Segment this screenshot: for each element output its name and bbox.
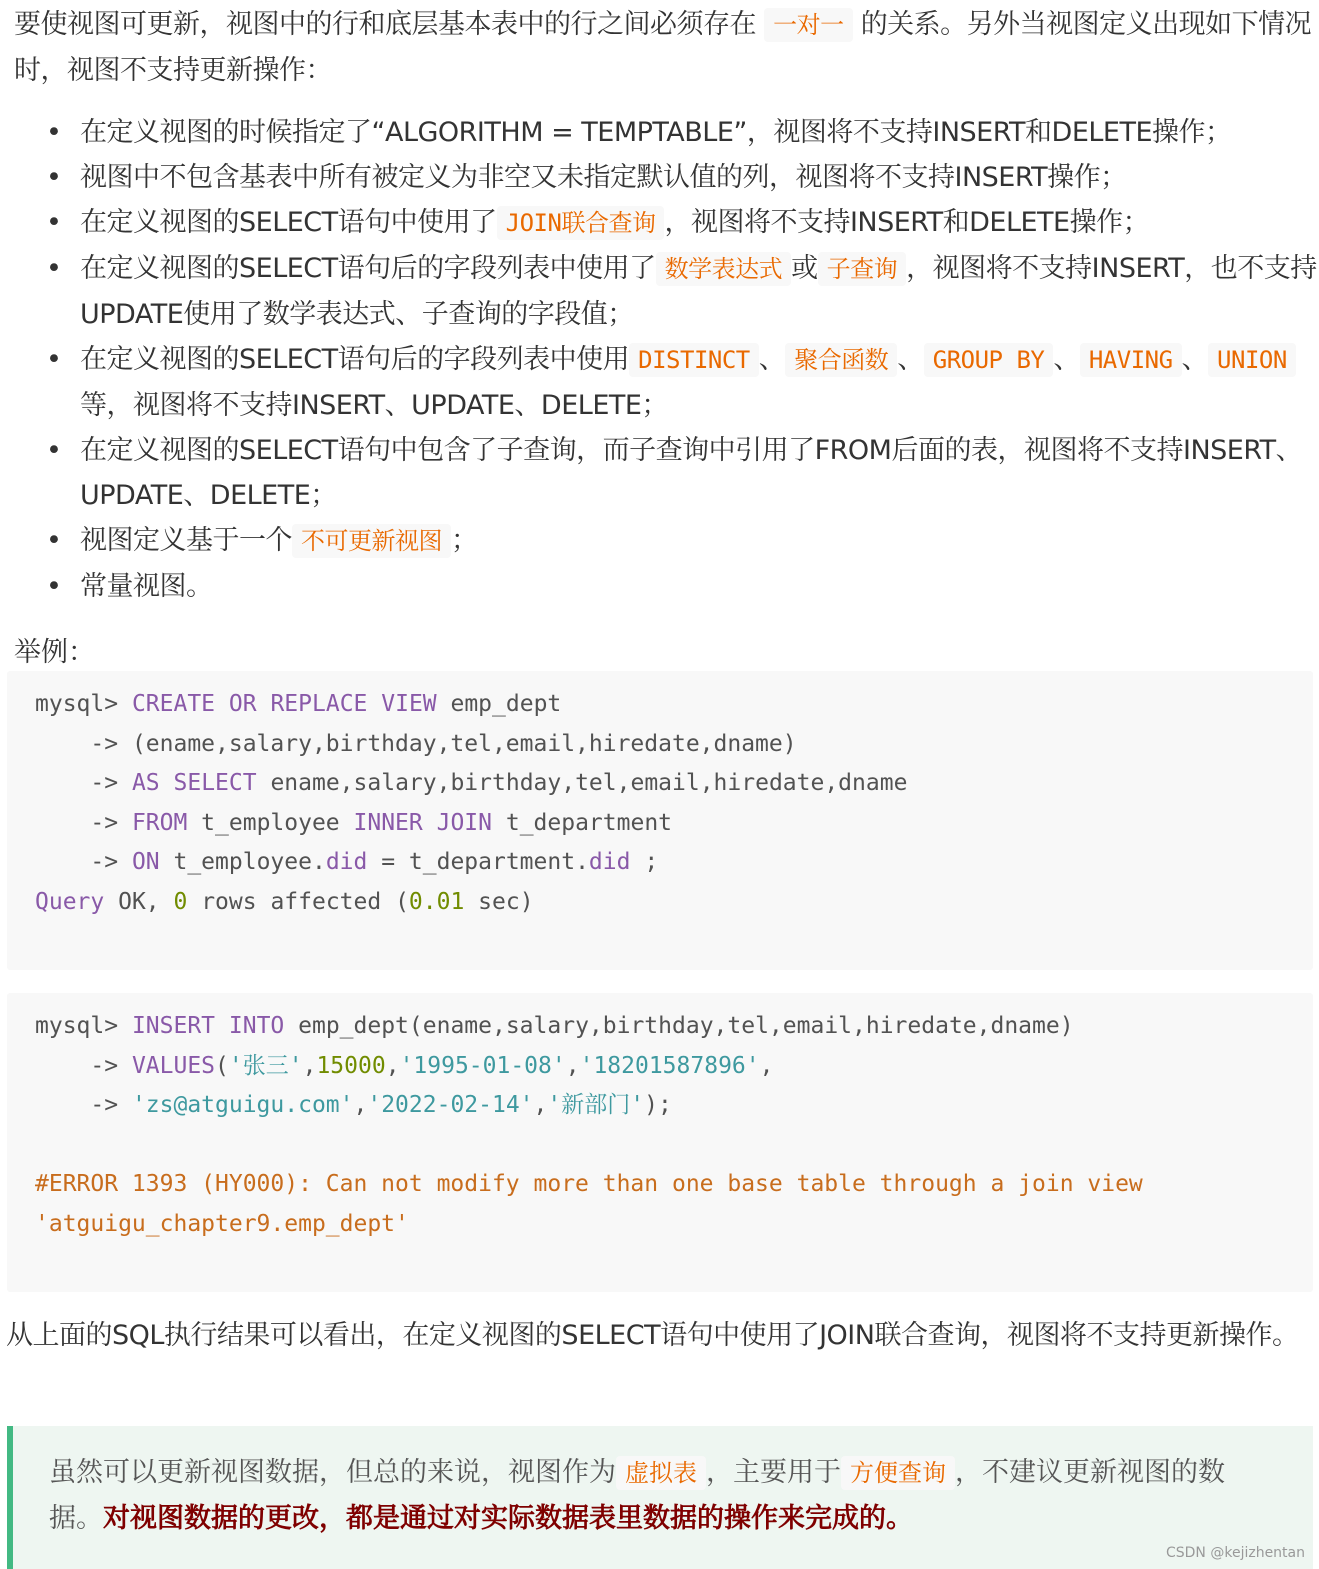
inline-code: 不可更新视图: [292, 524, 451, 558]
code-keyword: OR: [228, 691, 257, 717]
code-text: (ename,salary,birthday,tel,email,hiredate,dname): [131, 730, 797, 757]
code-keyword: INNER: [353, 809, 423, 836]
intro-paragraph: [14, 2, 1314, 93]
list-item: [46, 518, 1319, 564]
code-text: ;: [630, 849, 659, 876]
code-text: rows affected (: [187, 888, 409, 915]
code-line: [35, 804, 1285, 844]
list-item: [46, 155, 1319, 200]
rule-text: 在定义视图的SELECT语句后的字段列表中使用: [80, 344, 630, 375]
intro-text-1: 要使视图可更新，视图中的行和底层基本表中的行之间必须存在: [14, 9, 756, 40]
code-line-blank: [35, 1126, 1285, 1166]
rule-text: 视图定义基于一个: [80, 525, 292, 556]
code-arrow: ->: [35, 849, 132, 876]
code-line: [35, 843, 1285, 883]
code-text: t_employee.: [159, 849, 326, 876]
bullet-icon: •: [46, 117, 62, 148]
code-string: '新部门': [547, 1092, 645, 1119]
list-item: [46, 200, 1319, 246]
code-keyword: VALUES: [131, 1052, 216, 1079]
code-arrow: ->: [35, 809, 132, 836]
code-line-error: 'atguigu_chapter9.emp_dept': [35, 1210, 409, 1237]
code-punct: );: [644, 1092, 672, 1119]
inline-code: DISTINCT: [629, 343, 759, 377]
inline-code: 方便查询: [841, 1456, 955, 1490]
rule-text: ；: [451, 525, 478, 556]
watermark: CSDN @kejizhentan: [1165, 1545, 1305, 1561]
code-string: '2022-02-14': [367, 1092, 534, 1119]
code-keyword: FROM: [131, 809, 188, 836]
inline-code: JOIN联合查询: [497, 206, 665, 240]
code-line-error: #ERROR 1393 (HY000): Can not modify more than one base table through a join view: [35, 1171, 1143, 1198]
code-text: ename,salary,birthday,tel,email,hiredate,dname: [256, 770, 908, 797]
code-punct: ,: [565, 1052, 580, 1079]
code-text: t_department: [492, 809, 673, 836]
code-line: [35, 1086, 1285, 1126]
code-text: sec): [464, 888, 534, 915]
tip-text: ，主要用于: [706, 1457, 841, 1488]
code-line: [35, 1047, 1285, 1087]
rule-text: ，视图将不支持INSERT和DELETE操作；: [664, 207, 1150, 238]
separator: 、: [758, 344, 786, 375]
code-line: [35, 1007, 1285, 1047]
example-label: 举例：: [14, 637, 95, 668]
code-keyword: CREATE: [131, 691, 216, 717]
bullet-icon: •: [46, 253, 62, 284]
code-keyword: Query: [35, 888, 105, 915]
bullet-icon: •: [46, 571, 62, 602]
code-keyword: INSERT: [131, 1013, 216, 1039]
inline-code: 虚拟表: [616, 1456, 706, 1490]
code-prompt: mysql>: [35, 691, 132, 717]
code-arrow: ->: [35, 770, 132, 797]
code-number: 0: [173, 888, 188, 915]
code-punct: (: [215, 1052, 229, 1079]
code-line: [35, 685, 1285, 725]
code-punct: ,: [533, 1092, 548, 1119]
code-keyword: AS: [131, 770, 160, 797]
code-text: = t_department.: [367, 849, 589, 876]
separator: 、: [1181, 344, 1209, 375]
inline-code: 聚合函数: [785, 343, 897, 377]
list-item: [46, 110, 1319, 155]
code-keyword: did: [588, 849, 631, 876]
code-keyword: ON: [131, 849, 160, 876]
code-text: emp_dept: [436, 691, 562, 717]
code-string: '张三': [228, 1052, 303, 1079]
code-number: 15000: [316, 1052, 386, 1079]
code-text: t_employee: [187, 809, 354, 836]
tip-text: 虽然可以更新视图数据，但总的来说，视图作为: [49, 1457, 616, 1488]
code-number: 0.01: [408, 888, 465, 915]
code-keyword: INTO: [228, 1013, 285, 1039]
code-line: [35, 725, 1285, 765]
bullet-icon: •: [46, 162, 62, 193]
code-text: emp_dept(ename,salary,birthday,tel,email,hiredate,dname): [284, 1013, 1074, 1039]
list-item: [46, 337, 1319, 428]
code-keyword: JOIN: [436, 809, 492, 836]
conclusion-paragraph: 从上面的SQL执行结果可以看出，在定义视图的SELECT语句中使用了JOIN联合查询，视图将不支持更新操作。: [6, 1320, 1299, 1351]
rule-text: 常量视图。: [80, 571, 213, 602]
rule-text: 或: [791, 253, 818, 284]
inline-code: GROUP BY: [924, 343, 1054, 377]
code-block-create-view[interactable]: [7, 671, 1313, 970]
code-string: '1995-01-08': [399, 1052, 566, 1079]
inline-code-one-to-one: 一对一: [764, 8, 853, 42]
code-punct: ,: [759, 1052, 774, 1079]
rule-text: 视图中不包含基表中所有被定义为非空又未指定默认值的列，视图将不支持INSERT操作；: [80, 162, 1127, 193]
inline-code: 子查询: [818, 252, 907, 286]
list-item: [46, 564, 1319, 609]
list-item: [46, 246, 1319, 337]
code-prompt: mysql>: [35, 1013, 132, 1039]
rule-text: 在定义视图的SELECT语句中包含了子查询，而子查询中引用了FROM后面的表，视图将不支持INSERT、UPDATE、DELETE；: [80, 435, 1303, 511]
rule-text: 在定义视图的SELECT语句后的字段列表中使用了: [80, 253, 656, 284]
code-keyword: VIEW: [381, 691, 437, 717]
code-punct: ,: [302, 1052, 317, 1079]
list-item: [46, 428, 1319, 518]
bullet-icon: •: [46, 344, 62, 375]
tip-box: [7, 1426, 1313, 1569]
inline-code: HAVING: [1080, 343, 1182, 377]
code-punct: ,: [353, 1092, 368, 1119]
code-punct: ,: [385, 1052, 400, 1079]
bullet-icon: •: [46, 525, 62, 556]
bullet-icon: •: [46, 207, 62, 238]
code-block-insert[interactable]: [7, 993, 1313, 1292]
inline-code: UNION: [1208, 343, 1296, 377]
tip-strong-text: 对视图数据的更改，都是通过对实际数据表里数据的操作来完成的。: [103, 1503, 913, 1534]
code-arrow: ->: [35, 1052, 132, 1079]
code-keyword: did: [325, 849, 368, 876]
intro-text-2: 的关系。另外当视图定义出现如下情况时，视图不支持更新操作：: [14, 9, 1312, 86]
separator: 、: [1053, 344, 1080, 375]
code-keyword: REPLACE: [270, 691, 368, 717]
tip-text: ，不建议更新视图的数据。: [49, 1457, 1225, 1534]
rule-text: 等，视图将不支持INSERT、UPDATE、DELETE；: [80, 390, 668, 421]
rule-text: 在定义视图的时候指定了“ALGORITHM = TEMPTABLE”，视图将不支持INSERT和DELETE操作；: [80, 117, 1232, 148]
code-string: 'zs@atguigu.com': [131, 1092, 354, 1119]
code-arrow: ->: [35, 730, 132, 757]
code-line: [35, 883, 1285, 923]
code-string: '18201587896': [579, 1052, 760, 1079]
code-arrow: ->: [35, 1092, 132, 1119]
rule-list: [40, 110, 1319, 609]
inline-code: 数学表达式: [656, 252, 792, 286]
separator: 、: [897, 344, 924, 375]
code-text: OK,: [104, 888, 174, 915]
bullet-icon: •: [46, 435, 62, 466]
rule-text: 在定义视图的SELECT语句中使用了: [80, 207, 497, 238]
rule-text: ，视图将不支持INSERT，也不支持UPDATE使用了数学表达式、子查询的字段值；: [80, 253, 1317, 330]
code-line: [35, 764, 1285, 804]
code-keyword: SELECT: [173, 770, 257, 797]
